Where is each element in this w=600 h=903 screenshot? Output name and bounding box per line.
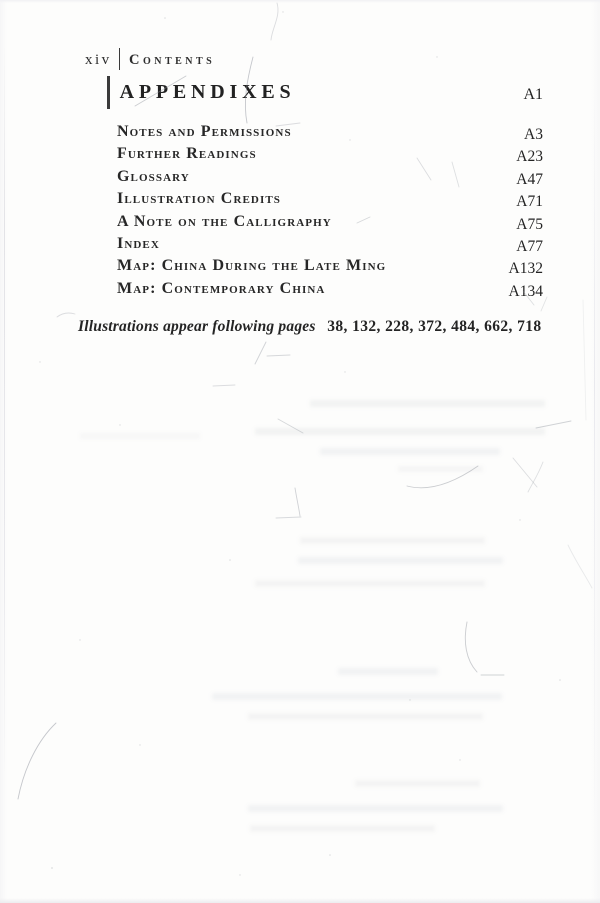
illustrations-note (78, 318, 542, 336)
toc-entry-page: A75 (516, 215, 543, 233)
toc-entry-page: A134 (508, 282, 543, 300)
toc-list (117, 123, 543, 302)
toc-row (117, 280, 543, 302)
toc-entry-label: Map: Contemporary China (117, 279, 326, 297)
toc-entry-label: Notes and Permissions (117, 123, 292, 140)
toc-row (117, 168, 543, 190)
page-left-fold-line (4, 40, 5, 783)
toc-entry-label: Illustration Credits (117, 190, 282, 208)
toc-entry-page: A23 (516, 148, 543, 166)
ghost-text-smudges (80, 400, 545, 832)
folio-number: xiv (85, 51, 112, 68)
illustrations-note-pages: 38, 132, 228, 372, 484, 662, 718 (327, 318, 542, 335)
page-right-fold-line (594, 80, 595, 843)
toc-row (117, 145, 543, 167)
page-top-edge-shadow (0, 0, 600, 3)
toc-entry-page: A71 (516, 193, 543, 211)
toc-entry-page: A77 (516, 237, 543, 255)
toc-entry-page: A47 (516, 170, 543, 188)
toc-entry-label: Further Readings (117, 145, 257, 163)
illustrations-note-text: Illustrations appear following pages (78, 318, 316, 335)
toc-entry-label: A Note on the Calligraphy (117, 212, 332, 230)
running-head-line (85, 50, 215, 70)
section-page-number: A1 (523, 86, 543, 103)
toc-entry-page: A3 (524, 126, 543, 143)
toc-row (117, 235, 543, 257)
toc-entry-label: Glossary (117, 167, 190, 185)
toc-entry-label: Map: China During the Late Ming (117, 257, 387, 275)
running-head-title: Contents (128, 51, 216, 68)
running-head-divider (119, 48, 120, 70)
section-title: APPENDIXES (119, 81, 296, 103)
toc-row (117, 257, 543, 279)
page-bottom-edge-shadow (0, 898, 600, 903)
toc-row (117, 190, 543, 212)
toc-entry-page: A132 (508, 260, 543, 278)
toc-row (117, 123, 543, 145)
toc-row (117, 213, 543, 235)
toc-entry-label: Index (117, 234, 160, 252)
